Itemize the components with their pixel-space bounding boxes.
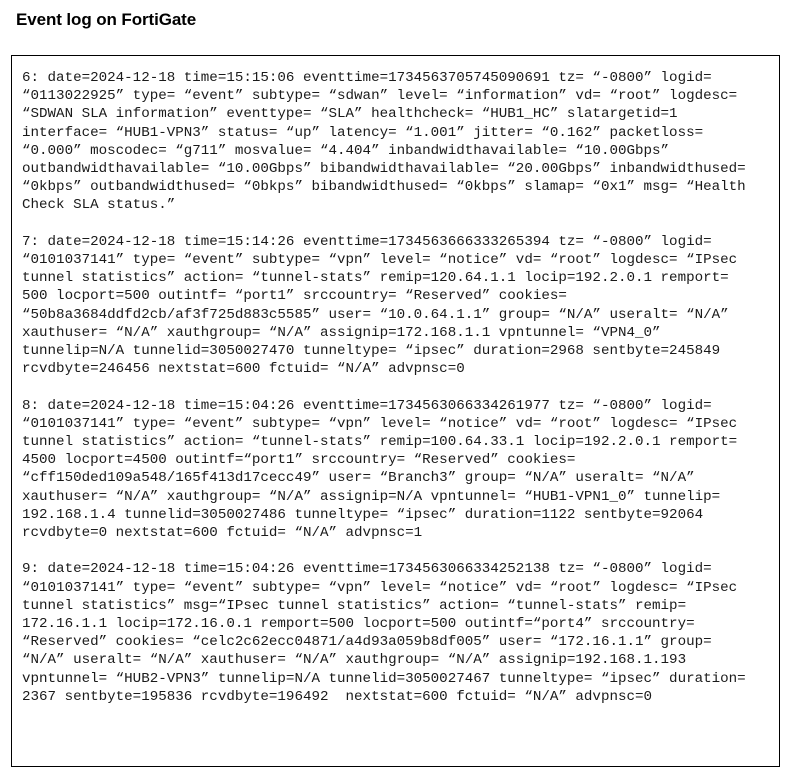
log-line: “cff150ded109a548/165f413d17cecc49” user= “Branch3” group= “N/A” useralt= “N/A” [22,470,695,487]
log-line: 192.168.1.4 tunnelid=3050027486 tunneltype= “ipsec” duration=1122 sentbyte=92064 [22,506,704,523]
log-entry-8 [22,397,779,543]
log-line: “N/A” useralt= “N/A” xauthuser= “N/A” xauthgroup= “N/A” assignip=192.168.1.193 [22,652,687,669]
log-line: rcvdbyte=0 nextstat=600 fctuid= “N/A” advpnsc=1 [22,525,423,542]
log-line: xauthuser= “N/A” xauthgroup= “N/A” assignip=N/A vpntunnel= “HUB1-VPN1_0” tunnelip= [22,488,721,505]
log-entry-9 [22,560,779,706]
log-line: tunnel statistics” msg=“IPsec tunnel statistics” action= “tunnel-stats” remip= [22,597,687,614]
log-line: “0101037141” type= “event” subtype= “vpn” level= “notice” vd= “root” logdesc= “IPsec [22,579,738,596]
log-line: interface= “HUB1-VPN3” status= “up” latency= “1.001” jitter= “0.162” packetloss= [22,124,704,141]
page-title: Event log on FortiGate [16,10,197,29]
log-line: outbandwidthavailable= “10.00Gbps” bibandwidthavailable= “20.00Gbps” inbandwidthused= [22,161,746,178]
log-entry-6 [22,69,779,215]
log-line: rcvdbyte=246456 nextstat=600 fctuid= “N/A” advpnsc=0 [22,361,465,378]
log-line: 9: date=2024-12-18 time=15:04:26 eventtime=1734563066334252138 tz= “-0800” logid= [22,561,712,578]
log-line: 8: date=2024-12-18 time=15:04:26 eventtime=1734563066334261977 tz= “-0800” logid= [22,397,712,414]
log-line: 172.16.1.1 locip=172.16.0.1 remport=500 locport=500 outintf=“port4” srccountry= [22,616,695,633]
log-line: vpntunnel= “HUB2-VPN3” tunnelip=N/A tunnelid=3050027467 tunneltype= “ipsec” duration= [22,670,746,687]
log-line: tunnel statistics” action= “tunnel-stats” remip=120.64.1.1 locip=192.2.0.1 remport= [22,270,729,287]
log-line: tunnelip=N/A tunnelid=3050027470 tunneltype= “ipsec” duration=2968 sentbyte=245849 [22,343,721,360]
log-line: 4500 locport=4500 outintf=“port1” srccountry= “Reserved” cookies= [22,452,576,469]
log-line: 6: date=2024-12-18 time=15:15:06 eventtime=1734563705745090691 tz= “-0800” logid= [22,70,712,86]
event-log-panel [11,55,780,767]
log-line: “0kbps” outbandwidthused= “0bkps” bibandwidthused= “0kbps” slamap= “0x1” msg= “Health [22,179,746,196]
log-line: “0101037141” type= “event” subtype= “vpn” level= “notice” vd= “root” logdesc= “IPsec [22,415,738,432]
log-line: tunnel statistics” action= “tunnel-stats” remip=100.64.33.1 locip=192.2.0.1 remport= [22,434,738,451]
log-line: 2367 sentbyte=195836 rcvdbyte=196492 nextstat=600 fctuid= “N/A” advpnsc=0 [22,688,653,705]
log-line: 7: date=2024-12-18 time=15:14:26 eventtime=1734563666333265394 tz= “-0800” logid= [22,233,712,250]
log-line: 500 locport=500 outintf= “port1” srccountry= “Reserved” cookies= [22,288,567,305]
log-line: “0113022925” type= “event” subtype= “sdwan” level= “information” vd= “root” logdesc= [22,88,738,105]
log-entry-7 [22,233,779,379]
log-line: “50b8a3684ddfd2cb/af3f725d883c5585” user= “10.0.64.1.1” group= “N/A” useralt= “N/A” [22,306,729,323]
log-line: xauthuser= “N/A” xauthgroup= “N/A” assignip=172.168.1.1 vpntunnel= “VPN4_0” [22,324,661,341]
log-line: “0101037141” type= “event” subtype= “vpn” level= “notice” vd= “root” logdesc= “IPsec [22,252,738,269]
log-line: Check SLA status.” [22,197,176,214]
log-line: “0.000” moscodec= “g711” mosvalue= “4.404” inbandwidthavailable= “10.00Gbps” [22,142,670,159]
log-line: “SDWAN SLA information” eventtype= “SLA” healthcheck= “HUB1_HC” slatargetid=1 [22,106,678,123]
log-line: “Reserved” cookies= “celc2c62ecc04871/a4d93a059b8df005” user= “172.16.1.1” group= [22,634,712,651]
